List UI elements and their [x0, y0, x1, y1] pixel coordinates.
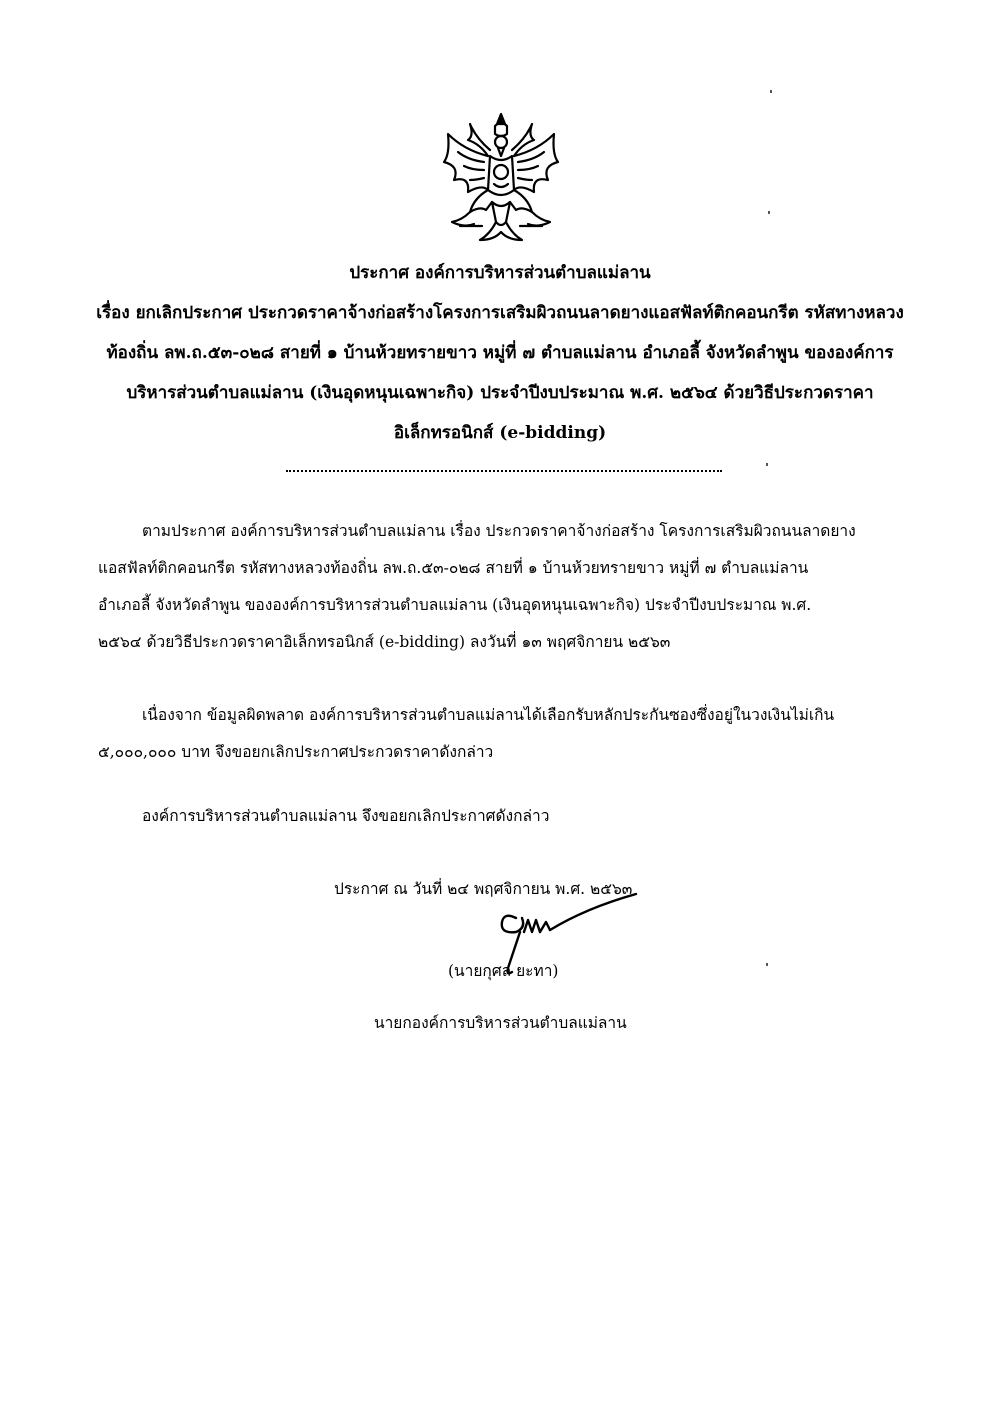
- paragraph-2-line-1: เนื่องจาก ข้อมูลผิดพลาด องค์การบริหารส่วนตำบลแม่ลานได้เลือกรับหลักประกันซองซึ่งอยู่ในวงเงินไม่เกิน: [142, 706, 835, 724]
- signatory-position: นายกองค์การบริหารส่วนตำบลแม่ลาน: [374, 1014, 627, 1032]
- scan-speck: [768, 211, 770, 214]
- paragraph-1-line-3: อำเภอลี้ จังหวัดลำพูน ขององค์การบริหารส่วนตำบลแม่ลาน (เงินอุดหนุนเฉพาะกิจ) ประจำปีงบประมาณ พ.ศ.: [98, 596, 812, 614]
- paragraph-2-line-2: ๕,๐๐๐,๐๐๐ บาท จึงขอยกเลิกประกาศประกวดราคาดังกล่าว: [98, 743, 494, 761]
- scan-speck: [766, 463, 768, 466]
- signatory-name: (นายกุศล ยะทา): [448, 962, 559, 980]
- paragraph-1-line-2: แอสฟัลท์ติกคอนกรีต รหัสทางหลวงท้องถิ่น ลพ.ถ.๕๓-๐๒๘ สายที่ ๑ บ้านห้วยทรายขาว หมู่ที่ ๗ ตำบลแม่ลาน: [98, 559, 809, 577]
- subject-line-3: บริหารส่วนตำบลแม่ลาน (เงินอุดหนุนเฉพาะกิจ) ประจำปีงบประมาณ พ.ศ. ๒๕๖๔ ด้วยวิธีประกวดราคา: [126, 383, 874, 403]
- subject-line-4: อิเล็กทรอนิกส์ (e-bidding): [393, 423, 607, 443]
- scan-speck: [770, 90, 772, 93]
- paragraph-1-line-1: ตามประกาศ องค์การบริหารส่วนตำบลแม่ลาน เรื่อง ประกวดราคาจ้างก่อสร้าง โครงการเสริมผิวถนนลาดยาง: [142, 522, 856, 540]
- scan-speck: [766, 963, 768, 966]
- paragraph-3-line-1: องค์การบริหารส่วนตำบลแม่ลาน จึงขอยกเลิกประกาศดังกล่าว: [142, 807, 550, 825]
- paragraph-1-line-4: ๒๕๖๔ ด้วยวิธีประกวดราคาอิเล็กทรอนิกส์ (e-bidding) ลงวันที่ ๑๓ พฤศจิกายน ๒๕๖๓: [98, 633, 671, 651]
- announcement-title: ประกาศ องค์การบริหารส่วนตำบลแม่ลาน: [349, 263, 651, 283]
- subject-line-1: เรื่อง ยกเลิกประกาศ ประกวดราคาจ้างก่อสร้างโครงการเสริมผิวถนนลาดยางแอสฟัลท์ติกคอนกรีต รหัสทางหลวง: [96, 303, 904, 323]
- subject-line-2: ท้องถิ่น ลพ.ถ.๕๓-๐๒๘ สายที่ ๑ บ้านห้วยทรายขาว หมู่ที่ ๗ ตำบลแม่ลาน อำเภอลี้ จังหวัดลำพูน ขององค์การ: [106, 343, 894, 363]
- garuda-emblem: [440, 110, 562, 245]
- dotted-divider: [286, 470, 722, 472]
- announcement-date: ประกาศ ณ วันที่ ๒๔ พฤศจิกายน พ.ศ. ๒๕๖๓: [334, 880, 633, 898]
